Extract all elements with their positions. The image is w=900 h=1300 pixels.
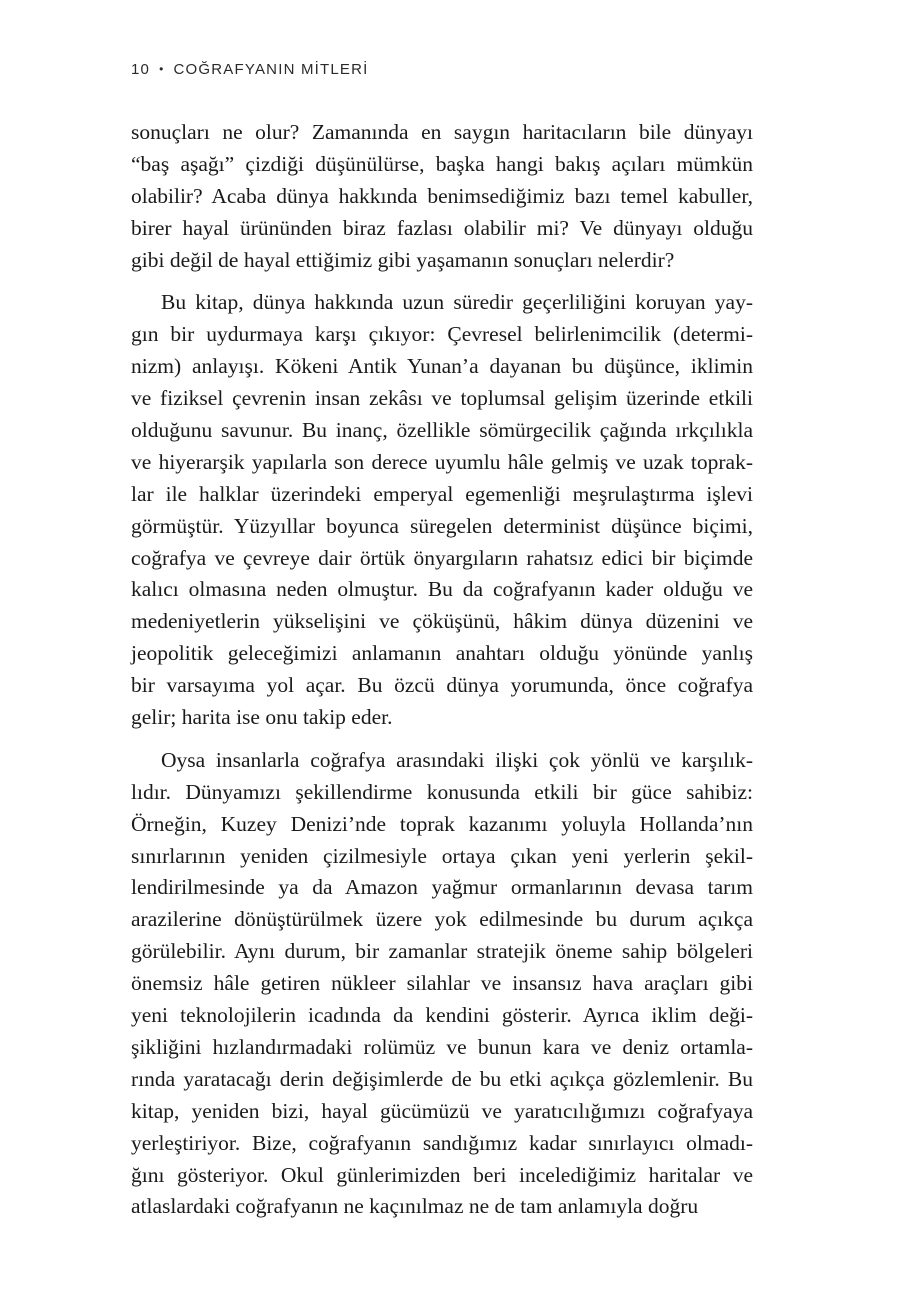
text-line: lendirilmesinde ya da Amazon yağmur ormanlarının devasa tarım: [131, 875, 753, 900]
text-line: görmüştür. Yüzyıllar boyunca süregelen determinist düşünce biçimi,: [131, 513, 753, 538]
text-line: kitap, yeniden bizi, hayal gücümüzü ve yaratıcılığımızı coğrafyaya: [131, 1098, 753, 1123]
text-line: gelir; harita ise onu takip eder.: [131, 705, 393, 730]
text-line: Bu kitap, dünya hakkında uzun süredir geçerliliğini koruyan yay-: [161, 290, 753, 315]
text-line: Örneğin, Kuzey Denizi’nde toprak kazanımı yoluyla Hollanda’nın: [131, 811, 753, 836]
text-line: jeopolitik geleceğimizi anlamanın anahtarı olduğu yönünde yanlış: [131, 641, 753, 666]
text-line: sonuçları ne olur? Zamanında en saygın haritacıların bile dünyayı: [131, 120, 753, 144]
text-line: önemsiz hâle getiren nükleer silahlar ve insansız hava araçları gibi: [131, 971, 753, 996]
text-line: nizm) anlayışı. Kökeni Antik Yunan’a dayanan bu düşünce, iklimin: [131, 354, 753, 379]
text-line: arazilerine dönüştürülmek üzere yok edilmesinde bu durum açıkça: [131, 907, 753, 932]
body-text: [131, 117, 753, 1234]
text-line: atlaslardaki coğrafyanın ne kaçınılmaz ne de tam anlamıyla doğru: [131, 1194, 699, 1219]
text-line: ve hiyerarşik yapılarla son derece uyumlu hâle gelmiş ve uzak toprak-: [131, 449, 753, 474]
text-line: kalıcı olmasına neden olmuştur. Bu da coğrafyanın kader olduğu ve: [131, 577, 753, 602]
paragraph: [131, 287, 753, 733]
text-line: lıdır. Dünyamızı şekillendirme konusunda etkili bir güce sahibiz:: [131, 779, 753, 804]
text-line: gibi değil de hayal ettiğimiz gibi yaşamanın sonuçları nelerdir?: [131, 247, 675, 272]
text-line: şikliğini hızlandırmadaki rolümüz ve bunun kara ve deniz ortamla-: [131, 1034, 753, 1059]
text-line: sınırlarının yeniden çizilmesiyle ortaya çıkan yeni yerlerin şekil-: [131, 843, 753, 868]
text-line: yerleştiriyor. Bize, coğrafyanın sandığımız kadar sınırlayıcı olmadı-: [131, 1130, 753, 1155]
text-line: olabilir? Acaba dünya hakkında benimsediğimiz bazı temel kabuller,: [131, 183, 753, 208]
text-line: yeni teknolojilerin icadında da kendini gösterir. Ayrıca iklim deği-: [131, 1003, 753, 1028]
text-line: görülebilir. Aynı durum, bir zamanlar stratejik öneme sahip bölgeleri: [131, 939, 753, 964]
paragraph: [131, 117, 753, 276]
running-header: [131, 61, 369, 78]
text-line: birer hayal ürününden biraz fazlası olabilir mi? Ve dünyayı olduğu: [131, 215, 753, 240]
text-line: rında yaratacağı derin değişimlerde de bu etki açıkça gözlemlenir. Bu: [131, 1066, 753, 1091]
text-line: olduğunu savunur. Bu inanç, özellikle sömürgecilik çağında ırkçılıkla: [131, 418, 753, 443]
text-line: Oysa insanlarla coğrafya arasındaki ilişki çok yönlü ve karşılık-: [161, 747, 753, 772]
book-title: COĞRAFYANIN MİTLERİ: [173, 61, 369, 78]
text-line: gın bir uydurmaya karşı çıkıyor: Çevresel belirlenimcilik (determi-: [131, 322, 753, 347]
text-line: ğını gösteriyor. Okul günlerimizden beri incelediğimiz haritalar ve: [131, 1162, 753, 1187]
text-line: ve fiziksel çevrenin insan zekâsı ve toplumsal gelişim üzerinde etkili: [131, 386, 753, 411]
page-number: 10: [131, 61, 151, 78]
text-line: coğrafya ve çevreye dair örtük önyargıların rahatsız edici bir biçimde: [131, 545, 753, 570]
text-line: lar ile halklar üzerindeki emperyal egemenliği meşrulaştırma işlevi: [131, 481, 753, 506]
text-line: “baş aşağı” çizdiği düşünülürse, başka hangi bakış açıları mümkün: [131, 151, 753, 176]
paragraph: [131, 745, 753, 1223]
header-separator: •: [159, 61, 165, 76]
text-line: bir varsayıma yol açar. Bu özcü dünya yorumunda, önce coğrafya: [131, 673, 753, 698]
text-line: medeniyetlerin yükselişini ve çöküşünü, hâkim dünya düzenini ve: [131, 609, 753, 634]
